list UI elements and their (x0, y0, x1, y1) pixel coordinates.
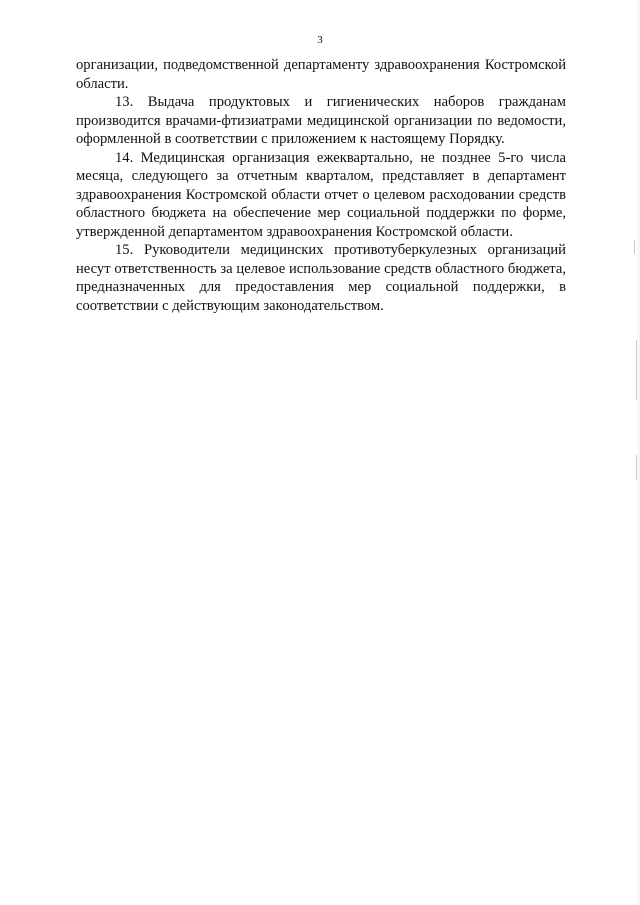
scan-artifact-line (636, 455, 637, 480)
paragraph-item-15: 15. Руководители медицинских противотуберкулезных организаций несут ответственность за целевое использование средств областного бюджета, предназначенных для предоставления мер социальной поддержки, в соответствии с действующим законодательством. (76, 242, 566, 314)
scan-artifact-line (634, 240, 635, 254)
document-body (76, 56, 566, 315)
scan-artifact-line (636, 340, 637, 400)
paragraph-item-14: 14. Медицинская организация ежеквартально, не позднее 5-го числа месяца, следующего за отчетным кварталом, представляет в департамент здравоохранения Костромской области отчет о целевом расходовании средств областного бюджета на обеспечение мер социальной поддержки по форме, утвержденной департаментом здравоохранения Костромской области. (76, 149, 566, 240)
scan-edge-shadow (636, 0, 640, 905)
paragraph-continuation: организации, подведомственной департаменту здравоохранения Костромской области. (76, 57, 566, 92)
paragraph-item-13: 13. Выдача продуктовых и гигиенических наборов гражданам производится врачами-фтизиатрами медицинской организации по ведомости, оформленной в соответствии с приложением к настоящему Порядку. (76, 94, 566, 147)
page-number: 3 (317, 34, 323, 46)
